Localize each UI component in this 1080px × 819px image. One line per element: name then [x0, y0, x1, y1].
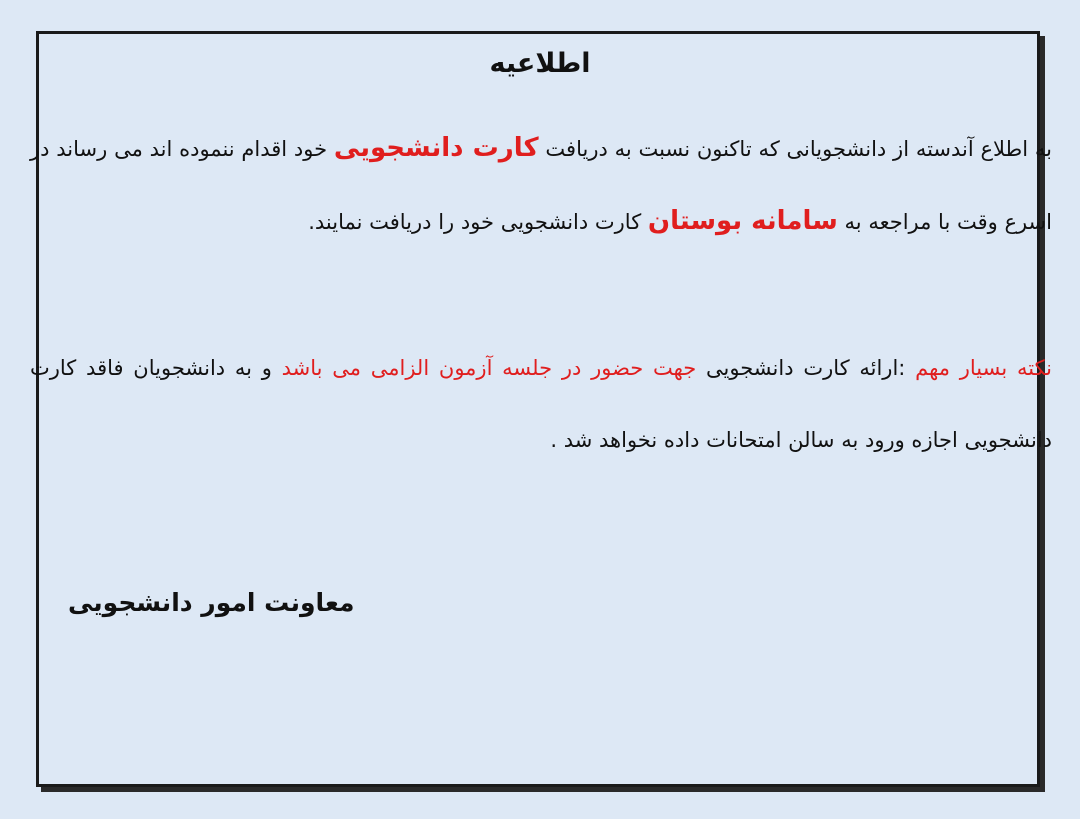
paragraph-1-text-a: به اطلاع آندسته از دانشجویانی که تاکنون نسبت به دریافت: [538, 137, 1052, 161]
paragraph-1-text-b: خود اقدام ننموده اند می رساند در اسرع وقت با مراجعه به: [30, 137, 1052, 234]
notice-title: اطلاعیه: [489, 48, 591, 79]
exam-requirement-highlight: جهت حضور در جلسه آزمون الزامی می باشد: [281, 356, 697, 380]
paragraph-1-text-c: کارت دانشجویی خود را دریافت نمایند.: [308, 210, 648, 234]
important-note-label: نکته بسیار مهم: [915, 356, 1053, 380]
notice-paragraph-1: [30, 112, 1052, 258]
student-card-highlight: کارت دانشجویی: [333, 133, 539, 163]
boostan-system-highlight: سامانه بوستان: [647, 206, 838, 236]
notice-paragraph-2: [30, 332, 1052, 476]
paragraph-2-text-b: و به دانشجویان فاقد کارت دانشجویی اجازه ورود به سالن امتحانات داده نخواهد شد .: [30, 356, 1052, 452]
paragraph-2-text-a: :ارائه کارت دانشجویی: [696, 356, 916, 380]
signature: معاونت امور دانشجویی: [68, 588, 355, 617]
